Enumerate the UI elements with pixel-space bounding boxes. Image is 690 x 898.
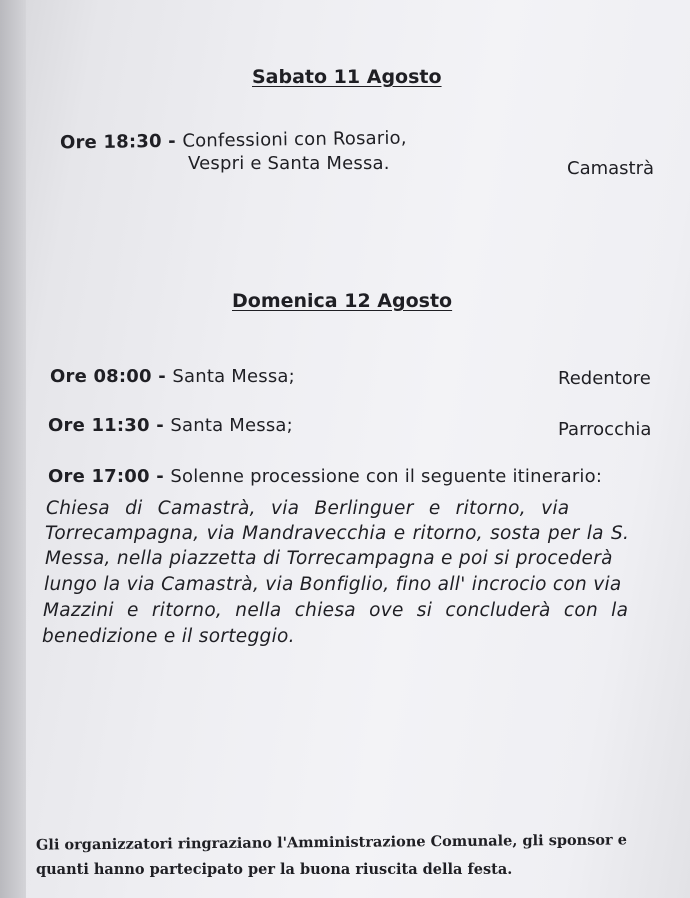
saturday-event-text2: Vespri e Santa Messa. bbox=[188, 153, 390, 174]
saturday-event-time: Ore 18:30 bbox=[59, 131, 162, 154]
footer-line-2: quanti hanno partecipato per la buona riuscita della festa. bbox=[36, 861, 513, 878]
saturday-event-line1 bbox=[60, 128, 407, 154]
sunday-event-0-sep: - bbox=[151, 366, 173, 387]
itinerary-line-0: Chiesa di Camastrà, via Berlinguer e ritorno, via bbox=[46, 498, 570, 519]
sunday-event-0-text: Santa Messa; bbox=[172, 366, 295, 387]
sunday-event-1-text: Santa Messa; bbox=[170, 415, 293, 436]
sunday-heading: Domenica 12 Agosto bbox=[232, 290, 453, 312]
saturday-event-place: Camastrà bbox=[567, 158, 655, 179]
saturday-event-text1: Confessioni con Rosario, bbox=[182, 127, 407, 152]
sunday-event-1-time: Ore 11:30 bbox=[48, 415, 150, 436]
sunday-event-2-text: Solenne processione con il seguente itinerario: bbox=[170, 466, 603, 487]
itinerary-line-5: benedizione e il sorteggio. bbox=[42, 626, 295, 647]
saturday-heading: Sabato 11 Agosto bbox=[252, 66, 442, 88]
itinerary-line-1: Torrecampagna, via Mandravecchia e ritorno, sosta per la S. bbox=[45, 523, 630, 544]
saturday-event-sep: - bbox=[161, 130, 183, 152]
sunday-event-2-sep: - bbox=[149, 466, 171, 487]
sunday-event-1 bbox=[48, 415, 293, 436]
sunday-event-1-sep: - bbox=[149, 415, 171, 436]
sunday-event-2 bbox=[48, 466, 602, 487]
sunday-event-0-time: Ore 08:00 bbox=[50, 366, 152, 387]
itinerary-line-4: Mazzini e ritorno, nella chiesa ove si concluderà con la bbox=[43, 600, 629, 621]
sunday-event-0-place: Redentore bbox=[558, 368, 651, 389]
page-shadow bbox=[0, 0, 26, 898]
sunday-event-1-place: Parrocchia bbox=[558, 419, 652, 440]
sunday-event-2-time: Ore 17:00 bbox=[48, 466, 150, 487]
sunday-event-0 bbox=[50, 366, 295, 387]
itinerary-line-3: lungo la via Camastrà, via Bonfiglio, fino all' incrocio con via bbox=[44, 574, 622, 595]
itinerary-line-2: Messa, nella piazzetta di Torrecampagna e poi si procederà bbox=[45, 548, 613, 569]
footer-line-1: Gli organizzatori ringraziano l'Amministrazione Comunale, gli sponsor e bbox=[35, 831, 628, 854]
